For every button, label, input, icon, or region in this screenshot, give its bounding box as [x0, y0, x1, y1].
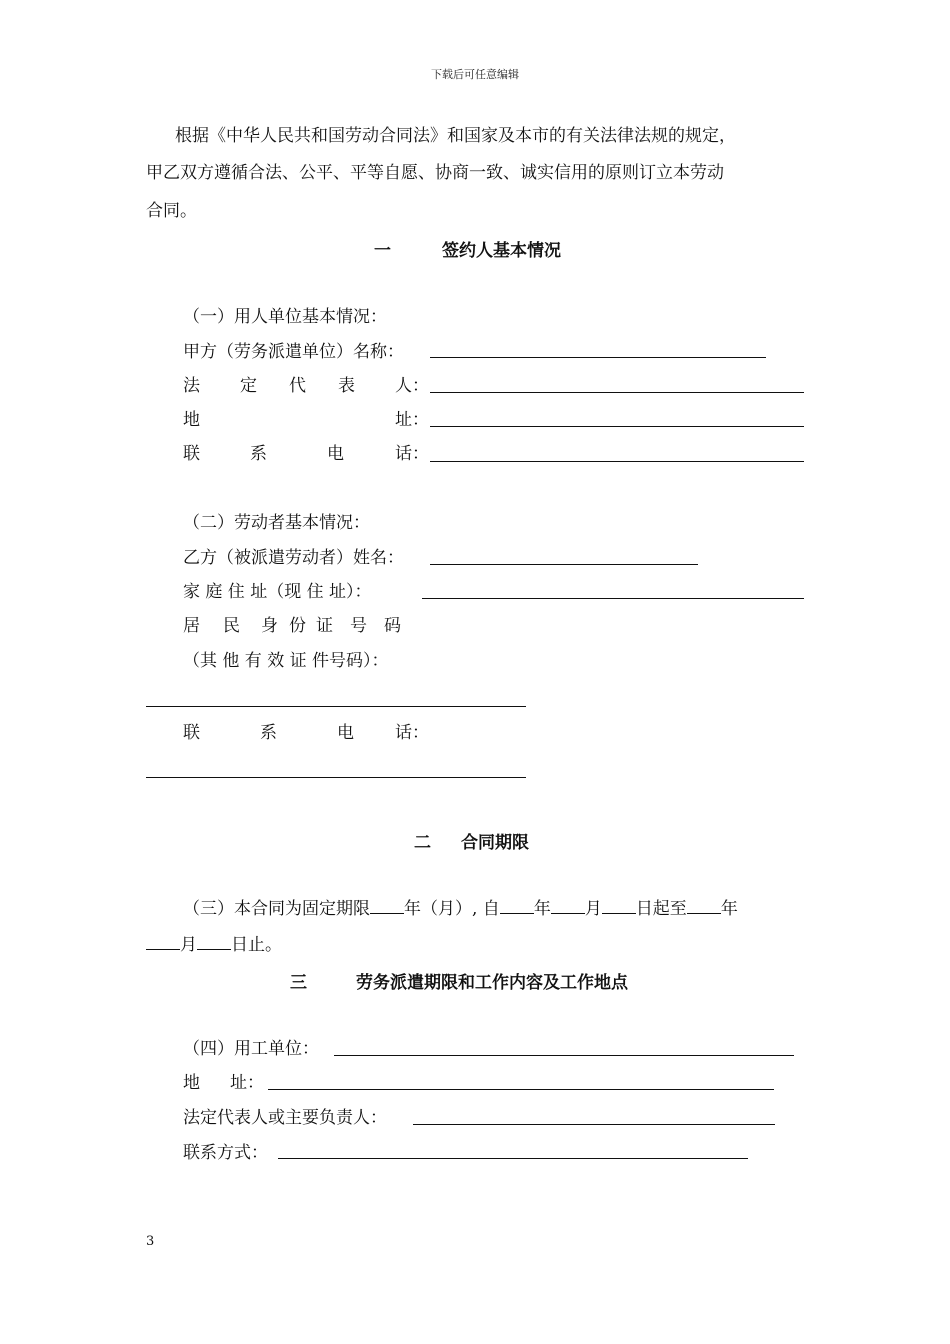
employer-addr-c2: 址： — [395, 410, 429, 430]
employer-name-field — [430, 357, 766, 358]
worker-phone-field — [146, 777, 526, 778]
intro-line-1: 根据《中华人民共和国劳动合同法》和国家及本市的有关法律法规的规定， — [175, 126, 736, 146]
end-year-blank — [687, 897, 721, 914]
worker-phone-c3: 电 — [337, 723, 354, 743]
employer-phone-c2: 系 — [250, 444, 267, 464]
employer-phone-c3: 电 — [327, 444, 344, 464]
unit-field — [334, 1055, 794, 1056]
worker-name-field — [430, 564, 698, 565]
worker-phone-c1: 联 — [183, 723, 200, 743]
clause3-text-d: 月 — [584, 899, 602, 919]
clause3-text-g: 月 — [180, 935, 197, 955]
clause3-text-e: 日起至 — [635, 899, 687, 919]
employer-phone-c4: 话： — [395, 444, 429, 464]
end-month-blank — [146, 933, 180, 950]
worker-id-c3: 身 — [261, 616, 278, 636]
worker-home-label: 家 庭 住 址（现 住 址）： — [183, 582, 372, 602]
clause3-line-1 — [183, 897, 738, 920]
worker-id-field — [146, 706, 526, 707]
clause3-line-2 — [146, 933, 282, 956]
worker-phone-c2: 系 — [260, 723, 277, 743]
employer-rep-field — [430, 392, 804, 393]
employer-addr-c1: 地 — [183, 410, 200, 430]
end-day-blank — [197, 933, 231, 950]
start-year-blank — [500, 897, 534, 914]
employer-rep-c1: 法 — [183, 376, 200, 396]
unit-contact-field — [278, 1158, 748, 1159]
section3-title: 劳务派遣期限和工作内容及工作地点 — [356, 973, 628, 993]
section2-title: 合同期限 — [461, 833, 529, 853]
employer-name-label: 甲方（劳务派遣单位）名称： — [183, 342, 404, 362]
worker-name-label: 乙方（被派遣劳动者）姓名： — [183, 548, 404, 568]
unit-addr-c2: 址： — [230, 1073, 264, 1093]
worker-id-c2: 民 — [223, 616, 240, 636]
employer-rep-c5: 人： — [395, 376, 429, 396]
term-length-blank — [370, 897, 404, 914]
section1-title: 签约人基本情况 — [442, 241, 561, 261]
unit-contact-label: 联系方式： — [183, 1143, 268, 1163]
clause3-text-h: 日止。 — [231, 935, 282, 955]
unit-rep-label: 法定代表人或主要负责人： — [183, 1108, 387, 1128]
employer-phone-field — [430, 461, 804, 462]
intro-line-3: 合同。 — [146, 201, 197, 221]
page-header-note: 下载后可任意编辑 — [431, 68, 519, 81]
employer-rep-c3: 代 — [289, 376, 306, 396]
worker-heading: （二）劳动者基本情况： — [183, 513, 370, 533]
employer-phone-c1: 联 — [183, 444, 200, 464]
employer-heading: （一）用人单位基本情况： — [183, 307, 387, 327]
unit-addr-c1: 地 — [183, 1073, 200, 1093]
start-month-blank — [551, 897, 585, 914]
worker-id-c5: 证 — [316, 616, 333, 636]
intro-line-2: 甲乙双方遵循合法、公平、平等自愿、协商一致、诚实信用的原则订立本劳动 — [146, 163, 724, 183]
section3-number: 三 — [290, 973, 307, 993]
clause3-text-b: 年（月）, 自 — [404, 899, 500, 919]
employer-rep-c2: 定 — [240, 376, 257, 396]
employer-rep-c4: 表 — [338, 376, 355, 396]
section1-number: 一 — [374, 241, 391, 261]
worker-phone-c4: 话： — [395, 723, 429, 743]
unit-addr-field — [268, 1089, 774, 1090]
worker-id-c7: 码 — [384, 616, 401, 636]
worker-id-c1: 居 — [183, 616, 200, 636]
employer-addr-field — [430, 426, 804, 427]
worker-home-field — [422, 598, 804, 599]
page-number: 3 — [146, 1234, 155, 1249]
clause3-text-c: 年 — [533, 899, 551, 919]
start-day-blank — [602, 897, 636, 914]
clause3-text-f: 年 — [720, 899, 738, 919]
worker-id-c4: 份 — [289, 616, 306, 636]
unit-label: （四）用工单位： — [183, 1039, 319, 1059]
clause3-text-a: （三）本合同为固定期限 — [183, 899, 370, 919]
section2-number: 二 — [414, 833, 431, 853]
worker-id-label-2: （其 他 有 效 证 件号码）： — [183, 651, 389, 671]
unit-rep-field — [413, 1124, 775, 1125]
worker-id-c6: 号 — [350, 616, 367, 636]
